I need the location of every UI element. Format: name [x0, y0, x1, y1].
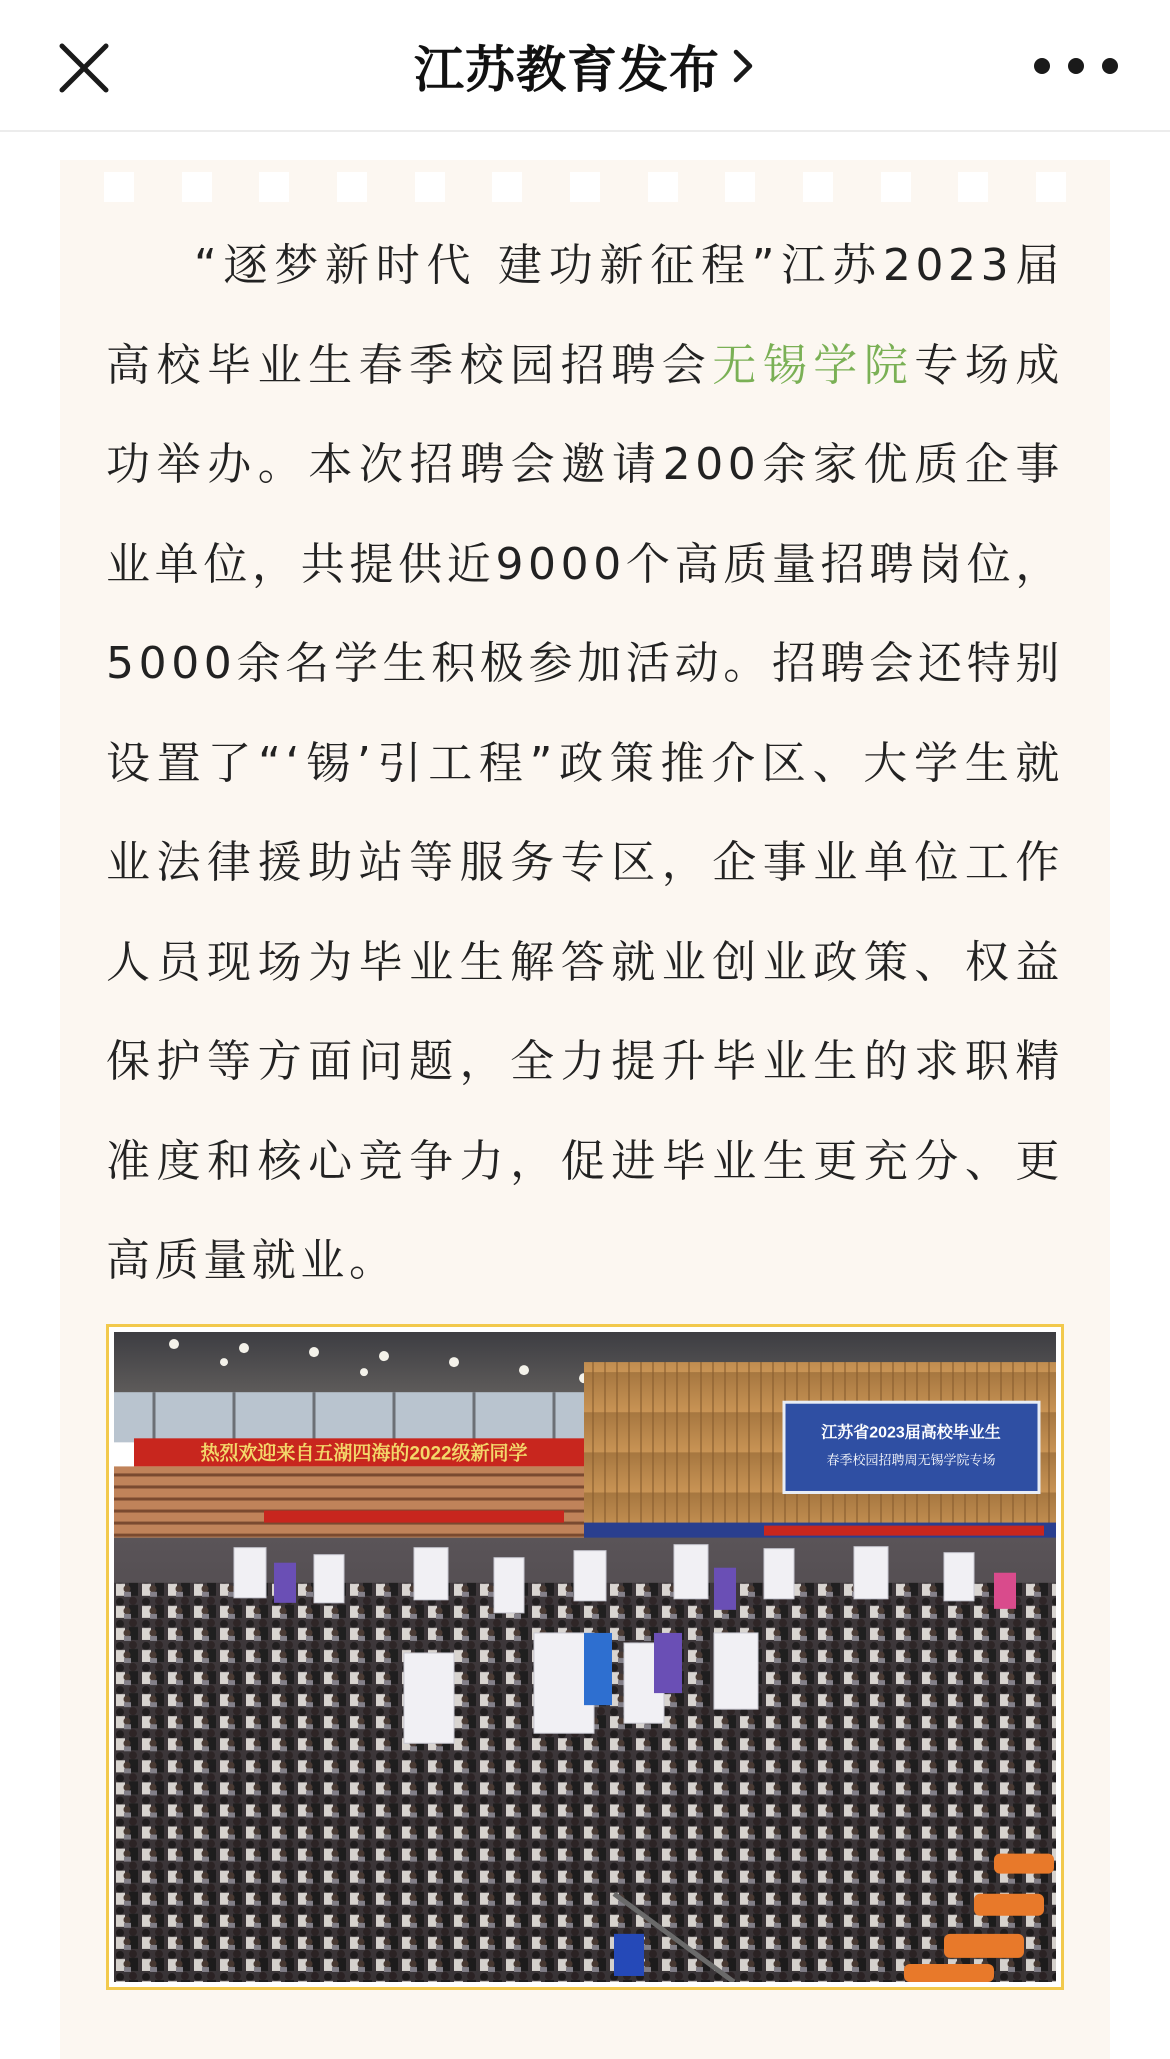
article-card: [60, 160, 1110, 2059]
account-name: 江苏教育发布: [414, 41, 720, 99]
red-banner-text: 热烈欢迎来自五湖四海的2022级新同学: [200, 1443, 528, 1465]
screen-text-line1: 江苏省2023届高校毕业生: [821, 1423, 1001, 1442]
screen-text-line2: 春季校园招聘周无锡学院专场: [826, 1452, 996, 1468]
top-navbar: [0, 0, 1170, 132]
job-fair-photo[interactable]: [106, 1324, 1064, 1990]
article-text-start: “逐梦新时代 建功新征程”江苏2023届高校毕业生春季校园招聘会: [106, 240, 1064, 391]
article-text-rest: 专场成功举办。本次招聘会邀请200余家优质企事业单位，共提供近9000个高质量招聘岗位，5000余名学生积极参加活动。招聘会还特别设置了“‘锡’引工程”政策推介区、大学生就业法律援助站等服务专区，企事业单位工作人员现场为毕业生解答就业创业政策、权益保护等方面问题，全力提升毕业生的求职精准度和核心竞争力，促进毕业生更充分、更高质量就业。: [106, 339, 1065, 1286]
chevron-right-icon: [730, 46, 756, 86]
more-dots-icon[interactable]: [1034, 44, 1118, 88]
decorative-square-strip: [104, 172, 1066, 202]
article-paragraph: [106, 216, 1064, 1311]
highlight-school-name: 无锡学院: [712, 339, 915, 391]
job-fair-photo-image: [114, 1332, 1056, 1982]
account-title-button[interactable]: [0, 34, 1170, 98]
